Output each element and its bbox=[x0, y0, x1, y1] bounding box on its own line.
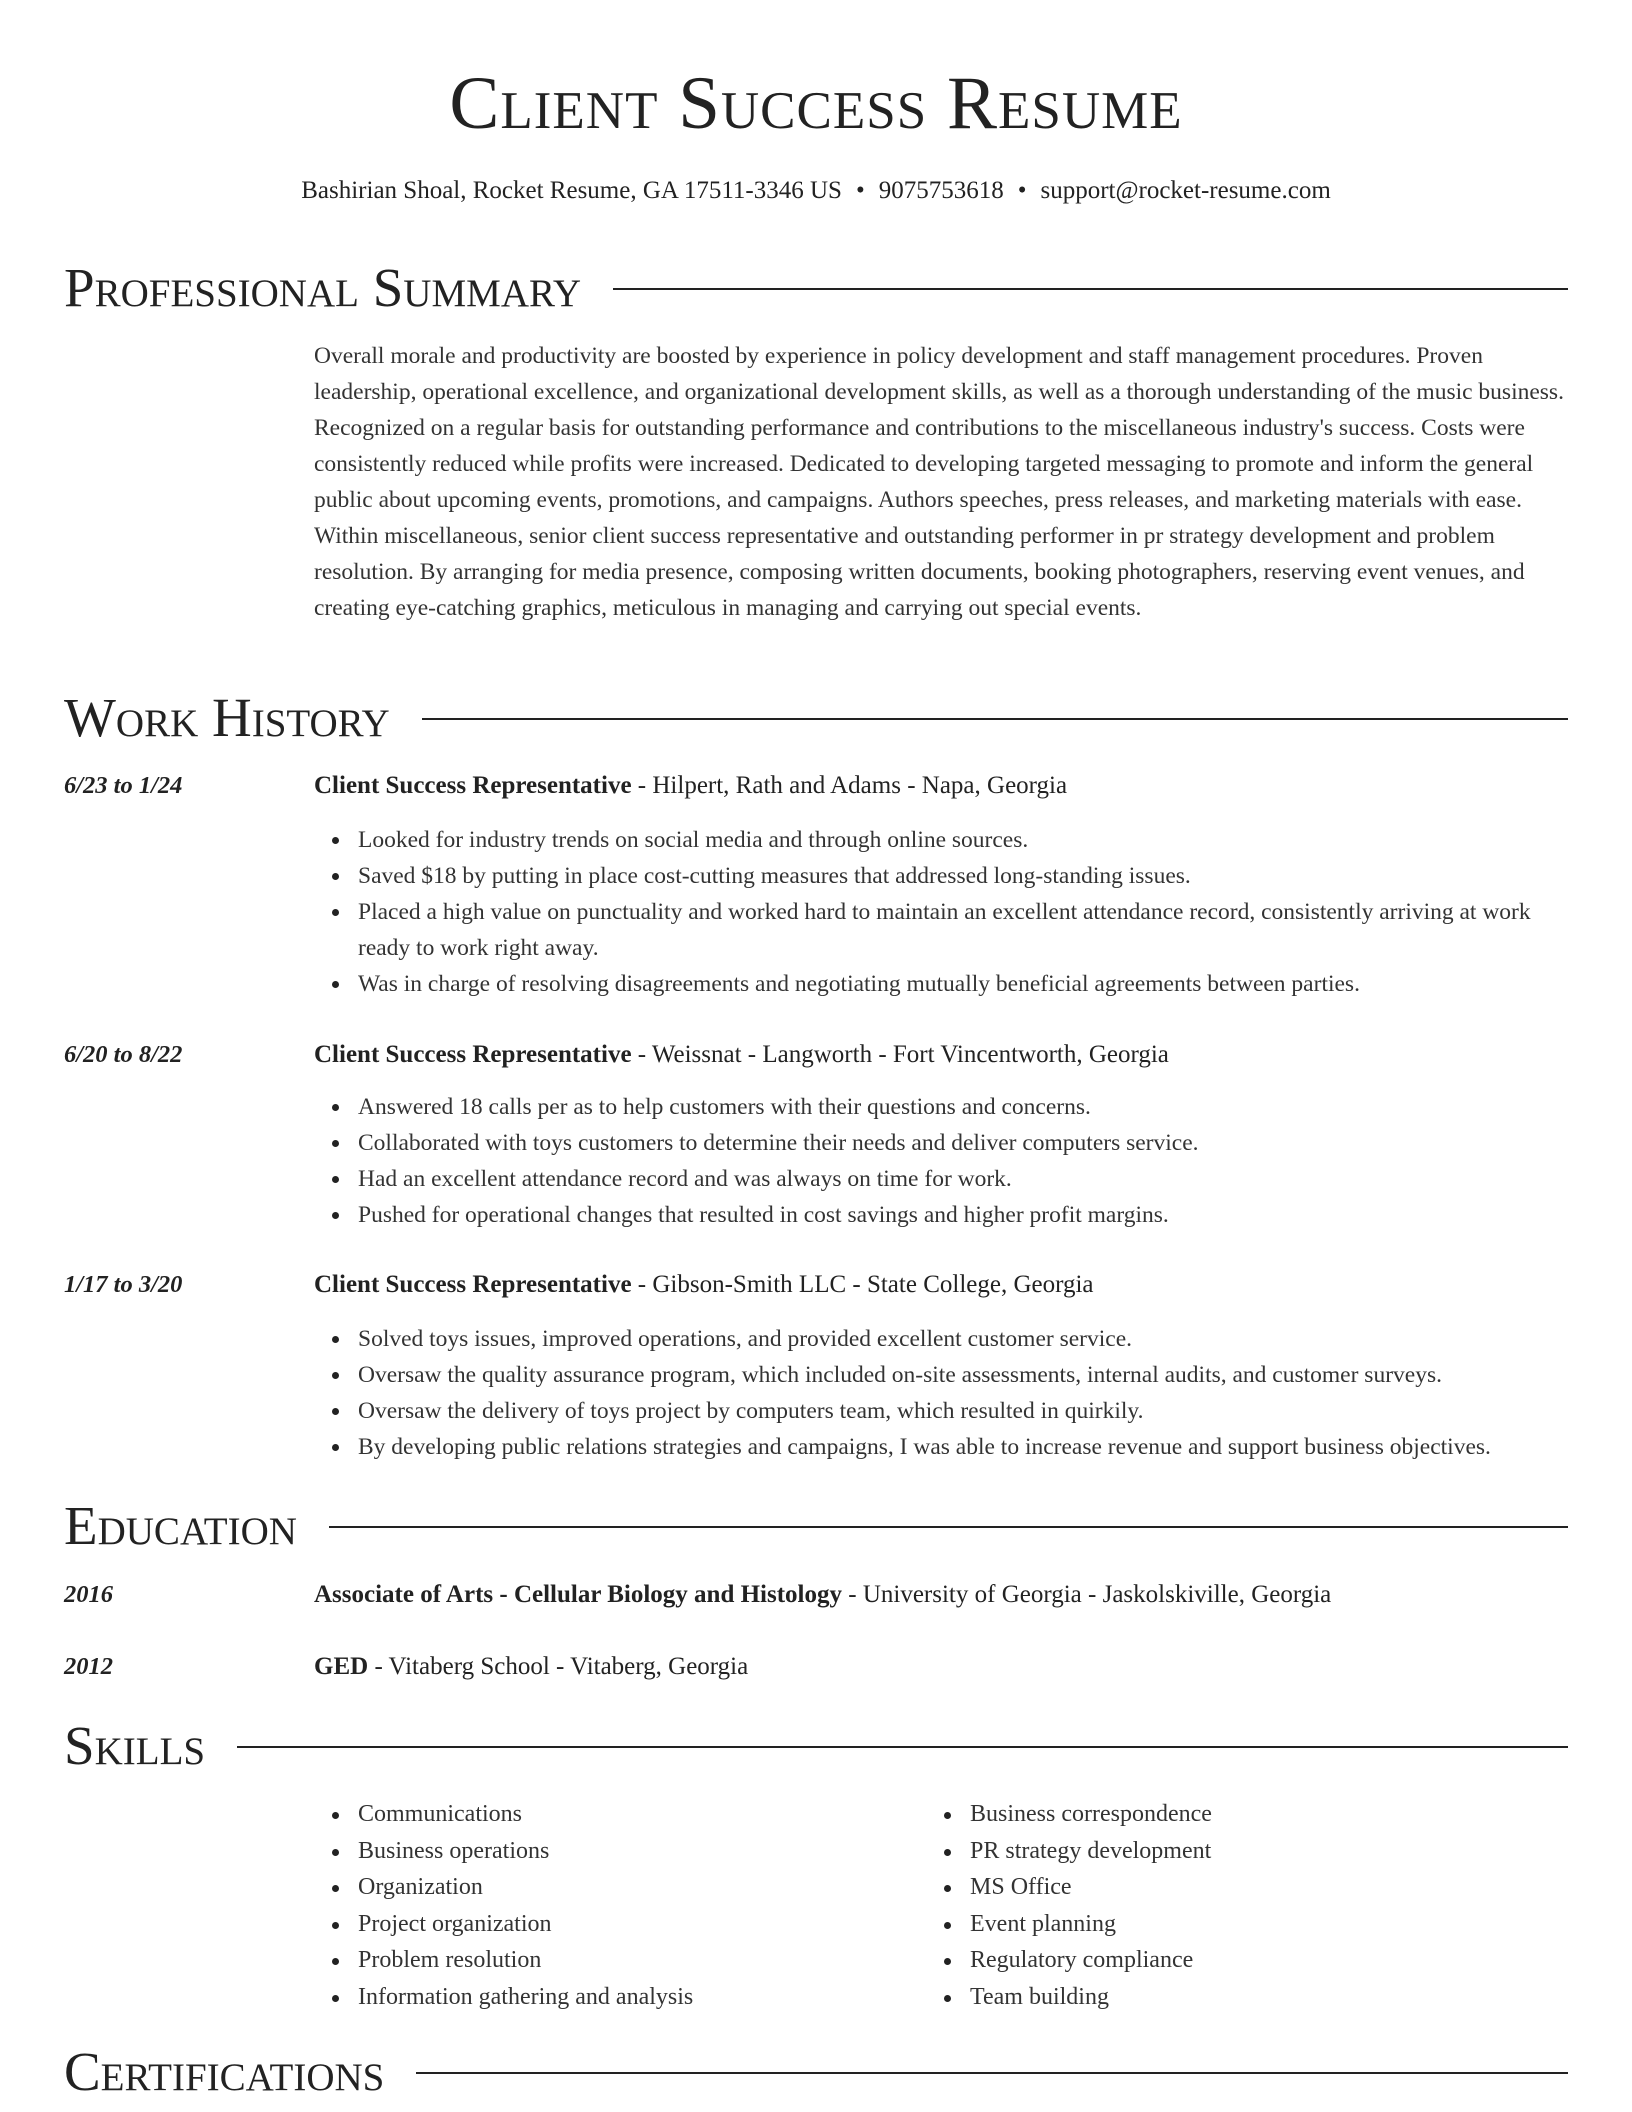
education-details: - University of Georgia - Jaskolskiville, Georgia bbox=[842, 1581, 1332, 1608]
resume-title: Client Success Resume bbox=[449, 62, 1183, 145]
education-degree: GED bbox=[314, 1653, 369, 1680]
skill-item: MS Office bbox=[970, 1869, 1212, 1906]
section-divider bbox=[237, 1746, 1568, 1748]
contact-email: support@rocket-resume.com bbox=[1040, 177, 1331, 204]
list-item: Was in charge of resolving disagreements and negotiating mutually beneficial agreements between parties. bbox=[358, 966, 1568, 1002]
job-title: Client Success Representative bbox=[314, 1271, 632, 1298]
skill-item: Project organization bbox=[358, 1906, 693, 1943]
education-heading bbox=[314, 1649, 748, 1685]
list-item: Solved toys issues, improved operations, and provided excellent customer service. bbox=[358, 1321, 1568, 1357]
skill-item: Business operations bbox=[358, 1833, 693, 1870]
education-heading bbox=[314, 1577, 1331, 1613]
skill-item: Communications bbox=[358, 1796, 693, 1833]
education-details: - Vitaberg School - Vitaberg, Georgia bbox=[368, 1653, 749, 1680]
job-title: Client Success Representative bbox=[314, 1041, 632, 1068]
job-bullets bbox=[358, 1321, 1568, 1465]
section-divider bbox=[329, 1526, 1568, 1528]
education-degree: Associate of Arts - Cellular Biology and Histology bbox=[314, 1581, 843, 1608]
section-divider bbox=[416, 2072, 1568, 2074]
summary-text: Overall morale and productivity are boosted by experience in policy development and staff management procedures. Proven leadership, operational excellence, and organizational development skills, as well as a thorough understanding of the music business. Recognized on a regular basis for outstanding performance and contributions to the miscellaneous industry's success. Costs were consistently reduced while profits were increased. Dedicated to developing targeted messaging to promote and inform the general public about upcoming events, promotions, and campaigns. Authors speeches, press releases, and marketing materials with ease. Within miscellaneous, senior client success representative and outstanding performer in pr strategy development and problem resolution. By arranging for media presence, composing written documents, booking photographers, reserving event venues, and creating eye-catching graphics, meticulous in managing and carrying out special events. bbox=[314, 343, 1564, 621]
contact-address: Bashirian Shoal, Rocket Resume, GA 17511-3346 US bbox=[301, 177, 842, 204]
job-dates: 1/17 to 3/20 bbox=[64, 1271, 183, 1298]
job-dates: 6/20 to 8/22 bbox=[64, 1041, 183, 1068]
list-item: Answered 18 calls per as to help customers with their questions and concerns. bbox=[358, 1089, 1568, 1125]
job-details: - Gibson-Smith LLC - State College, Georgia bbox=[631, 1271, 1094, 1298]
skill-item: Problem resolution bbox=[358, 1942, 693, 1979]
skill-item: Team building bbox=[970, 1979, 1212, 2016]
education-year: 2012 bbox=[64, 1653, 113, 1680]
section-title: Skills bbox=[64, 1715, 206, 1776]
education-year: 2016 bbox=[64, 1581, 113, 1608]
skill-item: Business correspondence bbox=[970, 1796, 1212, 1833]
section-title: Work History bbox=[64, 687, 390, 748]
section-divider bbox=[422, 718, 1568, 720]
skill-item: PR strategy development bbox=[970, 1833, 1212, 1870]
job-heading bbox=[314, 1037, 1169, 1073]
job-details: - Weissnat - Langworth - Fort Vincentworth, Georgia bbox=[631, 1041, 1169, 1068]
job-title: Client Success Representative bbox=[314, 772, 632, 799]
section-header-certifications bbox=[64, 2040, 1568, 2104]
job-bullets bbox=[358, 822, 1568, 1002]
list-item: Oversaw the delivery of toys project by computers team, which resulted in quirkily. bbox=[358, 1393, 1568, 1429]
skill-item: Event planning bbox=[970, 1906, 1212, 1943]
skill-item: Information gathering and analysis bbox=[358, 1979, 693, 2016]
job-dates: 6/23 to 1/24 bbox=[64, 772, 183, 799]
section-header-education bbox=[64, 1494, 1568, 1558]
section-header-summary bbox=[64, 256, 1568, 320]
list-item: By developing public relations strategies and campaigns, I was able to increase revenue and support business objectives. bbox=[358, 1429, 1568, 1465]
section-title: Certifications bbox=[64, 2041, 385, 2102]
skill-item: Regulatory compliance bbox=[970, 1942, 1212, 1979]
contact-line bbox=[0, 174, 1632, 208]
contact-separator: • bbox=[855, 177, 865, 204]
list-item: Looked for industry trends on social media and through online sources. bbox=[358, 822, 1568, 858]
list-item: Collaborated with toys customers to determine their needs and deliver computers service. bbox=[358, 1125, 1568, 1161]
list-item: Saved $18 by putting in place cost-cutting measures that addressed long-standing issues. bbox=[358, 858, 1568, 894]
section-header-work bbox=[64, 686, 1568, 750]
job-heading bbox=[314, 1267, 1094, 1303]
contact-phone: 9075753618 bbox=[878, 177, 1004, 204]
section-title: Education bbox=[64, 1495, 297, 1556]
skills-list-left bbox=[358, 1796, 693, 2015]
list-item: Oversaw the quality assurance program, which included on-site assessments, internal audits, and customer surveys. bbox=[358, 1357, 1568, 1393]
job-bullets bbox=[358, 1089, 1568, 1233]
skill-item: Organization bbox=[358, 1869, 693, 1906]
job-details: - Hilpert, Rath and Adams - Napa, Georgia bbox=[631, 772, 1068, 799]
contact-separator: • bbox=[1017, 177, 1027, 204]
section-divider bbox=[613, 288, 1568, 290]
list-item: Placed a high value on punctuality and worked hard to maintain an excellent attendance record, consistently arriving at work ready to work right away. bbox=[358, 894, 1568, 966]
list-item: Had an excellent attendance record and was always on time for work. bbox=[358, 1161, 1568, 1197]
section-header-skills bbox=[64, 1714, 1568, 1778]
section-title: Professional Summary bbox=[64, 257, 582, 318]
list-item: Pushed for operational changes that resulted in cost savings and higher profit margins. bbox=[358, 1197, 1568, 1233]
job-heading bbox=[314, 768, 1067, 804]
skills-list-right bbox=[970, 1796, 1212, 2015]
